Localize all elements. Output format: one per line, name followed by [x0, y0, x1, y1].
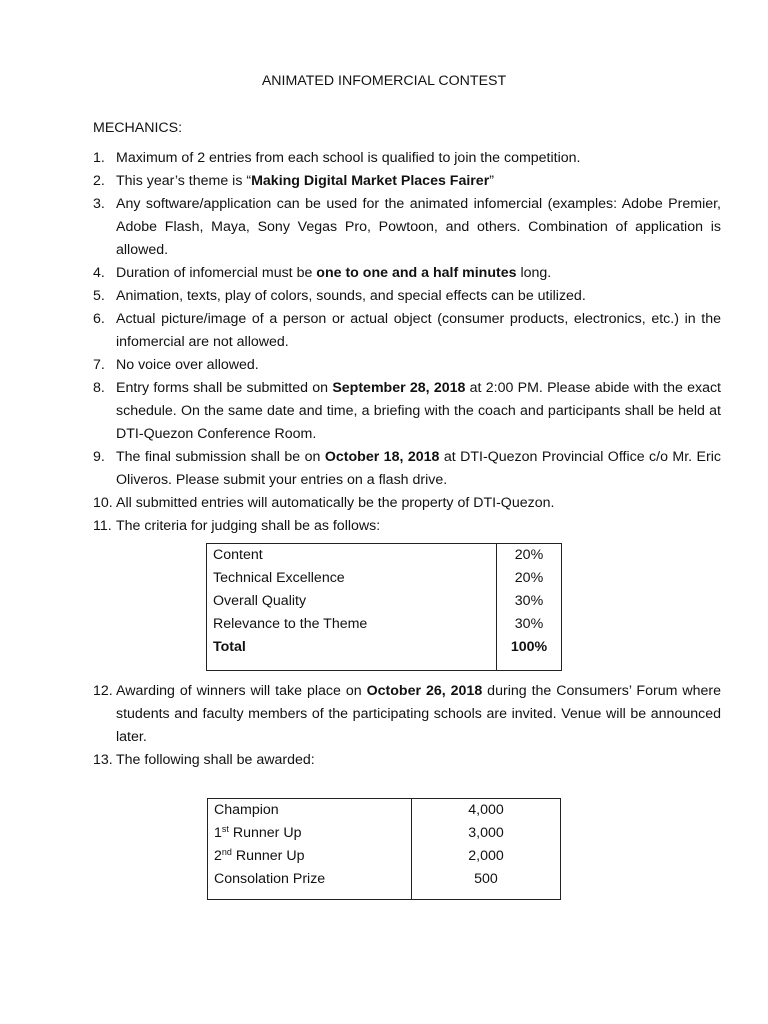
list-item-number: 2.: [93, 173, 105, 189]
criterion-weight: 20%: [497, 544, 562, 568]
list-item-text: Actual picture/image of a person or actual object (consumer products, electronics, etc.) in the infomercial are not allowed.: [116, 311, 721, 350]
table-row: [207, 613, 562, 636]
list-item: [93, 354, 721, 377]
list-item-text: All submitted entries will automatically be the property of DTI-Quezon.: [116, 495, 555, 511]
list-item-number: 11.: [93, 518, 112, 534]
award-label: 1st Runner Up: [214, 824, 302, 841]
list-item: [93, 308, 721, 354]
list-item: [93, 262, 721, 285]
list-item-number: 4.: [93, 265, 105, 281]
list-item: [93, 680, 721, 749]
award-label: 2nd Runner Up: [214, 847, 305, 864]
list-item-text: The criteria for judging shall be as follows:: [116, 518, 381, 534]
table-row: [207, 590, 562, 613]
table-row: [208, 868, 561, 900]
list-item-text: at 2:00 PM. Please abide with the exact schedule. On the same date and time, a briefing with the coach and participants shall be held at DTI-Quezon Conference Room.: [116, 380, 722, 442]
list-item-number: 6.: [93, 311, 105, 327]
section-heading: MECHANICS:: [93, 120, 183, 136]
list-item-text: at DTI-Quezon Provincial Office c/o Mr. Eric Oliveros. Please submit your entries on a flash drive.: [116, 449, 721, 488]
award-label: Consolation Prize: [214, 871, 326, 887]
list-item-text: during the Consumers’ Forum where students and faculty members of the participating schools are invited. Venue will be announced later.: [116, 683, 722, 745]
table-row: [208, 822, 561, 845]
emphasis-text: Making Digital Market Places Fairer: [251, 173, 490, 189]
ordinal-suffix: nd: [221, 847, 232, 857]
ordinal-suffix: st: [221, 824, 229, 834]
award-amount: 2,000: [412, 845, 561, 868]
emphasis-text: September 28, 2018: [332, 380, 466, 396]
list-item-text: Animation, texts, play of colors, sounds, and special effects can be utilized.: [116, 288, 586, 304]
list-item-text: The following shall be awarded:: [116, 752, 315, 768]
list-item-text: Duration of infomercial must be: [116, 265, 317, 281]
table-row: [207, 636, 562, 671]
mechanics-list: [93, 147, 721, 538]
table-row: [207, 544, 562, 568]
list-item-text: Awarding of winners will take place on: [116, 683, 367, 699]
list-item: [93, 147, 721, 170]
table-row: [208, 845, 561, 868]
criterion-weight: 30%: [497, 613, 562, 636]
list-item-number: 12.: [93, 683, 113, 699]
criterion-weight: 20%: [497, 567, 562, 590]
list-item-text: The final submission shall be on: [116, 449, 325, 465]
criterion-weight: 30%: [497, 590, 562, 613]
criterion-label: Content: [213, 547, 263, 563]
list-item: [93, 446, 721, 492]
list-item-number: 9.: [93, 449, 105, 465]
list-item: [93, 170, 721, 193]
list-item-number: 3.: [93, 196, 105, 212]
list-item-number: 7.: [93, 357, 105, 373]
list-item: [93, 515, 721, 538]
list-item-text: long.: [516, 265, 552, 281]
criterion-label: Relevance to the Theme: [213, 616, 368, 632]
list-item-text: ”: [489, 173, 494, 189]
emphasis-text: one to one and a half minutes: [316, 265, 517, 281]
award-amount: 500: [412, 868, 561, 900]
emphasis-text: October 26, 2018: [366, 683, 483, 699]
criterion-label: Technical Excellence: [213, 570, 345, 586]
criterion-label: Overall Quality: [213, 593, 307, 609]
document-title: ANIMATED INFOMERCIAL CONTEST: [261, 73, 507, 89]
table-row: [207, 567, 562, 590]
criterion-weight: 100%: [497, 636, 562, 671]
list-item-number: 1.: [93, 150, 105, 166]
list-item-text: No voice over allowed.: [116, 357, 259, 373]
judging-criteria-table: [206, 543, 562, 671]
list-item-text: Maximum of 2 entries from each school is qualified to join the competition.: [116, 150, 581, 166]
emphasis-text: October 18, 2018: [324, 449, 440, 465]
awards-table: [207, 798, 561, 900]
list-item-number: 5.: [93, 288, 105, 304]
list-item-number: 13.: [93, 752, 113, 768]
list-item-text: Any software/application can be used for the animated infomercial (examples: Adobe Premier, Adobe Flash, Maya, Sony Vegas Pro, Powtoon, and others. Combination of application is allowed.: [116, 196, 721, 258]
award-label: Champion: [214, 802, 279, 818]
mechanics-list-continued: [93, 680, 721, 772]
list-item-number: 10.: [93, 495, 113, 511]
list-item: [93, 492, 721, 515]
award-amount: 4,000: [412, 799, 561, 823]
list-item-number: 8.: [93, 380, 105, 396]
list-item: [93, 193, 721, 262]
list-item: [93, 285, 721, 308]
list-item: [93, 377, 721, 446]
list-item-text: This year’s theme is “: [116, 173, 252, 189]
list-item: [93, 749, 721, 772]
award-amount: 3,000: [412, 822, 561, 845]
criterion-label: Total: [213, 639, 246, 655]
list-item-text: Entry forms shall be submitted on: [116, 380, 333, 396]
table-row: [208, 799, 561, 823]
